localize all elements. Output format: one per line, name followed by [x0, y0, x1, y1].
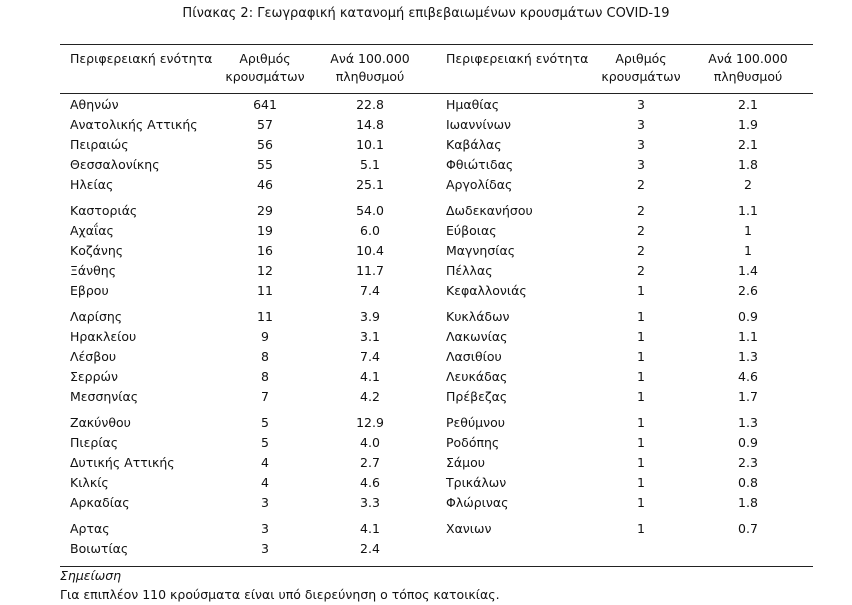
table-header-rule: [60, 93, 813, 94]
table-cell-right-region: Ημαθίας: [446, 97, 500, 112]
table-cell-left-cases: 29: [257, 203, 273, 218]
table-cell-left-per100k: 3.1: [360, 329, 380, 344]
table-cell-right-cases: 1: [637, 309, 645, 324]
table-cell-right-cases: 1: [637, 495, 645, 510]
table-cell-left-cases: 9: [261, 329, 269, 344]
header-region-right: Περιφερειακή ενότητα: [446, 51, 589, 66]
table-cell-left-per100k: 7.4: [360, 349, 380, 364]
table-cell-right-cases: 1: [637, 415, 645, 430]
table-cell-right-per100k: 2.3: [738, 455, 758, 470]
table-cell-left-per100k: 4.0: [360, 435, 380, 450]
table-cell-left-per100k: 4.2: [360, 389, 380, 404]
table-cell-left-per100k: 7.4: [360, 283, 380, 298]
table-bottom-rule: [60, 566, 813, 567]
table-cell-left-cases: 8: [261, 349, 269, 364]
table-cell-right-per100k: 0.9: [738, 435, 758, 450]
table-cell-right-region: Σάμου: [446, 455, 485, 470]
table-cell-left-cases: 12: [257, 263, 273, 278]
table-cell-left-region: Αρκαδίας: [70, 495, 130, 510]
header-per100k-line2: πληθυσμού: [335, 69, 405, 84]
table-cell-right-region: Λευκάδας: [446, 369, 508, 384]
table-cell-right-region: Ρεθύμνου: [446, 415, 505, 430]
table-cell-right-region: Καβάλας: [446, 137, 502, 152]
table-cell-right-cases: 2: [637, 243, 645, 258]
table-cell-left-region: Καστοριάς: [70, 203, 138, 218]
table-cell-right-cases: 3: [637, 137, 645, 152]
table-cell-left-per100k: 2.7: [360, 455, 380, 470]
table-cell-left-region: Αρτας: [70, 521, 110, 536]
table-cell-right-region: Κυκλάδων: [446, 309, 510, 324]
table-cell-left-region: Σερρών: [70, 369, 118, 384]
table-cell-right-cases: 2: [637, 203, 645, 218]
table-cell-left-cases: 19: [257, 223, 273, 238]
header-cases-right: [591, 50, 691, 86]
table-cell-right-per100k: 0.8: [738, 475, 758, 490]
header-per100k-line1: Ανά 100.000: [330, 51, 410, 66]
table-cell-left-per100k: 22.8: [356, 97, 384, 112]
table-cell-left-cases: 57: [257, 117, 273, 132]
header-cases-line1: Αριθμός: [239, 51, 291, 66]
header-cases-line2: κρουσμάτων: [601, 69, 681, 84]
table-cell-left-cases: 55: [257, 157, 273, 172]
table-cell-left-region: Ξάνθης: [70, 263, 117, 278]
table-cell-right-per100k: 2.1: [738, 137, 758, 152]
table-cell-left-per100k: 3.9: [360, 309, 380, 324]
table-cell-left-cases: 46: [257, 177, 273, 192]
table-cell-left-per100k: 3.3: [360, 495, 380, 510]
table-cell-left-region: Ανατολικής Αττικής: [70, 117, 198, 132]
table-cell-right-cases: 1: [637, 455, 645, 470]
table-cell-right-cases: 3: [637, 157, 645, 172]
table-cell-right-region: Τρικάλων: [446, 475, 507, 490]
table-cell-left-per100k: 5.1: [360, 157, 380, 172]
table-cell-left-cases: 641: [253, 97, 277, 112]
table-cell-left-cases: 7: [261, 389, 269, 404]
table-cell-right-cases: 1: [637, 369, 645, 384]
table-cell-right-cases: 2: [637, 177, 645, 192]
table-cell-left-cases: 3: [261, 495, 269, 510]
header-per100k-right: [698, 50, 798, 86]
table-cell-left-region: Λέσβου: [70, 349, 117, 364]
table-cell-right-per100k: 1.3: [738, 349, 758, 364]
table-cell-right-region: Ιωαννίνων: [446, 117, 512, 132]
table-cell-left-region: Πιερίας: [70, 435, 119, 450]
table-cell-left-cases: 8: [261, 369, 269, 384]
table-cell-right-per100k: 0.7: [738, 521, 758, 536]
table-cell-right-cases: 1: [637, 349, 645, 364]
header-per100k-line1: Ανά 100.000: [708, 51, 788, 66]
table-cell-left-region: Κοζάνης: [70, 243, 124, 258]
table-cell-left-region: Ζακύνθου: [70, 415, 131, 430]
note-label: Σημείωση: [60, 568, 122, 583]
table-cell-right-cases: 1: [637, 389, 645, 404]
table-cell-left-per100k: 2.4: [360, 541, 380, 556]
table-cell-left-per100k: 6.0: [360, 223, 380, 238]
table-cell-right-cases: 1: [637, 475, 645, 490]
table-cell-left-per100k: 4.1: [360, 521, 380, 536]
table-cell-right-per100k: 1.3: [738, 415, 758, 430]
table-cell-left-cases: 3: [261, 541, 269, 556]
table-cell-left-region: Ηρακλείου: [70, 329, 137, 344]
table-cell-left-per100k: 25.1: [356, 177, 384, 192]
table-top-rule: [60, 44, 813, 45]
table-cell-left-region: Αθηνών: [70, 97, 119, 112]
table-cell-right-per100k: 1.9: [738, 117, 758, 132]
header-per100k-left: [320, 50, 420, 86]
header-cases-line1: Αριθμός: [615, 51, 667, 66]
table-cell-left-cases: 5: [261, 435, 269, 450]
table-cell-right-per100k: 2.6: [738, 283, 758, 298]
table-cell-right-region: Αργολίδας: [446, 177, 513, 192]
table-cell-left-region: Ηλείας: [70, 177, 114, 192]
table-cell-left-region: Μεσσηνίας: [70, 389, 139, 404]
table-cell-right-cases: 1: [637, 521, 645, 536]
table-cell-right-cases: 1: [637, 283, 645, 298]
table-cell-left-region: Θεσσαλονίκης: [70, 157, 160, 172]
table-cell-left-cases: 11: [257, 309, 273, 324]
table-cell-left-cases: 3: [261, 521, 269, 536]
table-cell-right-region: Εύβοιας: [446, 223, 497, 238]
table-cell-left-region: Πειραιώς: [70, 137, 129, 152]
table-cell-right-cases: 1: [637, 329, 645, 344]
table-cell-left-region: Αχαΐας: [70, 223, 114, 238]
table-cell-right-per100k: 0.9: [738, 309, 758, 324]
table-cell-left-region: Λαρίσης: [70, 309, 123, 324]
table-cell-right-region: Λασιθίου: [446, 349, 502, 364]
table-cell-right-per100k: 1.1: [738, 203, 758, 218]
table-cell-right-cases: 1: [637, 435, 645, 450]
header-region-left: Περιφερειακή ενότητα: [70, 51, 213, 66]
table-cell-right-region: Λακωνίας: [446, 329, 508, 344]
table-cell-left-per100k: 4.1: [360, 369, 380, 384]
note-text: Για επιπλέον 110 κρούσματα είναι υπό διερεύνηση ο τόπος κατοικίας.: [60, 587, 500, 602]
table-cell-right-per100k: 1.7: [738, 389, 758, 404]
table-cell-left-per100k: 11.7: [356, 263, 384, 278]
table-cell-left-per100k: 54.0: [356, 203, 384, 218]
table-cell-right-per100k: 1.4: [738, 263, 758, 278]
table-cell-right-region: Χανιων: [446, 521, 492, 536]
table-cell-right-cases: 2: [637, 263, 645, 278]
table-cell-left-cases: 4: [261, 455, 269, 470]
table-cell-left-per100k: 4.6: [360, 475, 380, 490]
table-cell-right-per100k: 1.1: [738, 329, 758, 344]
table-cell-left-per100k: 12.9: [356, 415, 384, 430]
table-cell-right-per100k: 2.1: [738, 97, 758, 112]
table-cell-right-per100k: 1.8: [738, 495, 758, 510]
table-cell-right-per100k: 1.8: [738, 157, 758, 172]
table-cell-right-cases: 2: [637, 223, 645, 238]
table-cell-left-cases: 56: [257, 137, 273, 152]
table-cell-left-per100k: 10.1: [356, 137, 384, 152]
table-cell-right-per100k: 2: [744, 177, 752, 192]
table-cell-right-region: Ροδόπης: [446, 435, 500, 450]
header-cases-left: [215, 50, 315, 86]
table-cell-right-cases: 3: [637, 117, 645, 132]
table-cell-left-per100k: 14.8: [356, 117, 384, 132]
table-cell-left-per100k: 10.4: [356, 243, 384, 258]
table-cell-right-region: Κεφαλλονιάς: [446, 283, 527, 298]
table-cell-right-cases: 3: [637, 97, 645, 112]
header-per100k-line2: πληθυσμού: [713, 69, 783, 84]
table-cell-right-per100k: 1: [744, 243, 752, 258]
table-cell-left-region: Δυτικής Αττικής: [70, 455, 175, 470]
table-cell-left-cases: 16: [257, 243, 273, 258]
table-title: Πίνακας 2: Γεωγραφική κατανομή επιβεβαιωμένων κρουσμάτων COVID-19: [182, 6, 670, 21]
header-cases-line2: κρουσμάτων: [225, 69, 305, 84]
table-cell-left-cases: 11: [257, 283, 273, 298]
table-cell-right-region: Φθιώτιδας: [446, 157, 514, 172]
table-cell-left-region: Εβρου: [70, 283, 109, 298]
table-cell-right-per100k: 4.6: [738, 369, 758, 384]
table-cell-left-region: Κιλκίς: [70, 475, 109, 490]
table-cell-left-region: Βοιωτίας: [70, 541, 129, 556]
table-cell-right-region: Πρέβεζας: [446, 389, 508, 404]
table-cell-right-per100k: 1: [744, 223, 752, 238]
table-cell-right-region: Φλώρινας: [446, 495, 509, 510]
table-cell-right-region: Πέλλας: [446, 263, 493, 278]
table-cell-left-cases: 4: [261, 475, 269, 490]
table-cell-right-region: Μαγνησίας: [446, 243, 516, 258]
table-cell-left-cases: 5: [261, 415, 269, 430]
table-cell-right-region: Δωδεκανήσου: [446, 203, 533, 218]
